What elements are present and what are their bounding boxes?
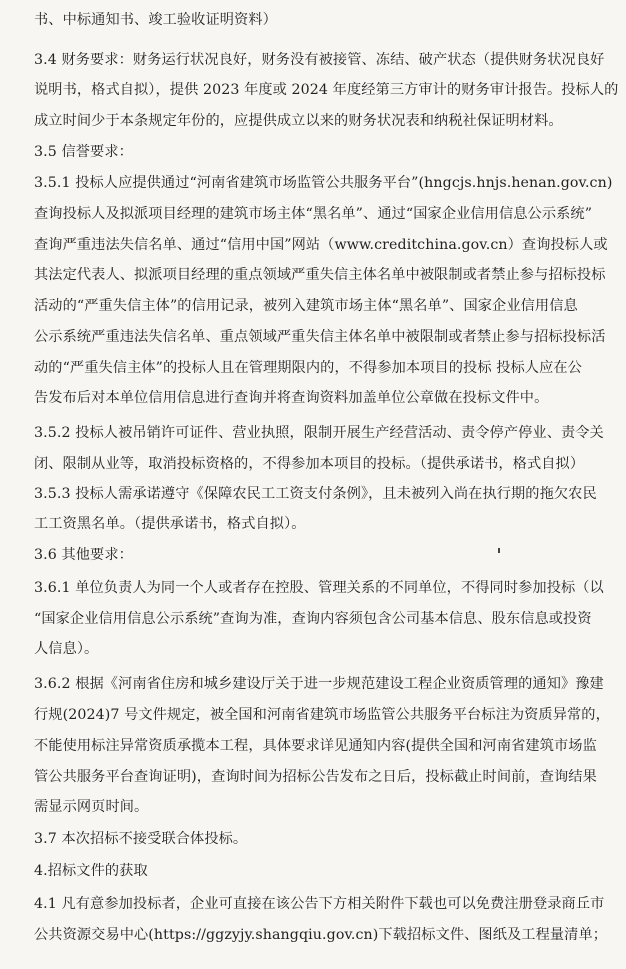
text-line: 行规(2024)7 号文件规定，被全国和河南省建筑市场监管公共服务平台标注为资质异常的， — [34, 707, 610, 723]
text-line: 公共资源交易中心(https://ggzyjy.shangqiu.gov.cn)下载招标文件、图纸及工程量清单； — [34, 927, 608, 943]
text-line: “国家企业信用信息公示系统”查询为准，查询内容须包含公司基本信息、股东信息或投资 — [34, 611, 592, 627]
text-line: 需显示网页时间。 — [34, 799, 149, 815]
section-heading: 4.招标文件的获取 — [34, 863, 148, 879]
text-line: 其法定代表人、拟派项目经理的重点领域严重失信主体名单中被限制或者禁止参与招标投标 — [34, 267, 606, 283]
text-line: 书、中标通知书、竣工验收证明资料） — [34, 12, 277, 28]
text-line: 3.5.3 投标人需承诺遵守《保障农民工工资支付条例》，且未被列入尚在执行期的拖欠农民 — [34, 486, 597, 502]
text-line: 管公共服务平台查询证明)，查询时间为招标公告发布之日后，投标截止时间前，查询结果 — [34, 769, 597, 785]
text-line: 工工资黑名单。（提供承诺书，格式自拟）。 — [34, 516, 306, 532]
text-line: 3.7 本次招标不接受联合体投标。 — [34, 831, 248, 847]
text-line: 查询投标人及拟派项目经理的建筑市场主体“黑名单”、通过“国家企业信用信息公示系统” — [34, 206, 593, 222]
text-line: 3.5.2 投标人被吊销许可证件、营业执照，限制开展生产经营活动、责令停产停业、责令关 — [34, 425, 604, 441]
scan-speck — [498, 548, 500, 553]
text-line: 查询严重违法失信名单、通过“信用中国”网站（www.creditchina.gov.cn）查询投标人或 — [34, 237, 608, 253]
text-line: 4.1 凡有意参加投标者，企业可直接在该公告下方相关附件下载也可以免费注册登录商丘市 — [34, 896, 605, 912]
text-line: 3.6.1 单位负责人为同一个人或者存在控股、管理关系的不同单位，不得同时参加投标（以 — [34, 580, 604, 596]
text-line: 说明书，格式自拟），提供 2023 年度或 2024 年度经第三方审计的财务审计报告。投标人的 — [34, 82, 619, 98]
text-line: 活动的“严重失信主体”的信用记录，被列入建筑市场主体“黑名单”、国家企业信用信息 — [34, 298, 578, 314]
text-line: 3.5.1 投标人应提供通过“河南省建筑市场监管公共服务平台”(hngcjs.hnjs.henan.gov.cn) — [34, 175, 613, 191]
text-line: 人信息）。 — [34, 641, 99, 657]
text-line: 成立时间少于本条规定年份的，应提供成立以来的财务状况表和纳税社保证明材料。 — [34, 113, 563, 129]
text-line: 动的“严重失信主体”的投标人且在管理期限内的，不得参加本项目的投标 投标人应在公 — [34, 360, 582, 376]
section-heading: 3.6 其他要求： — [34, 547, 133, 563]
text-line: 告发布后对本单位信用信息进行查询并将查询资料加盖单位公章做在投标文件中。 — [34, 390, 549, 406]
section-heading: 3.5 信誉要求： — [34, 144, 133, 160]
text-line: 公示系统严重违法失信名单、重点领域严重失信主体名单中被限制或者禁止参与招标投标活 — [34, 329, 606, 345]
text-line: 不能使用标注异常资质承揽本工程，具体要求详见通知内容(提供全国和河南省建筑市场监 — [34, 738, 597, 754]
text-line: 闭、限制从业等，取消投标资格的，不得参加本项目的投标。（提供承诺书，格式自拟） — [34, 456, 585, 472]
text-line: 3.6.2 根据《河南省住房和城乡建设厅关于进一步规范建设工程企业资质管理的通知》豫建 — [34, 676, 604, 692]
text-line: 3.4 财务要求：财务运行状况良好，财务没有被接管、冻结、破产状态（提供财务状况良好 — [34, 52, 605, 68]
